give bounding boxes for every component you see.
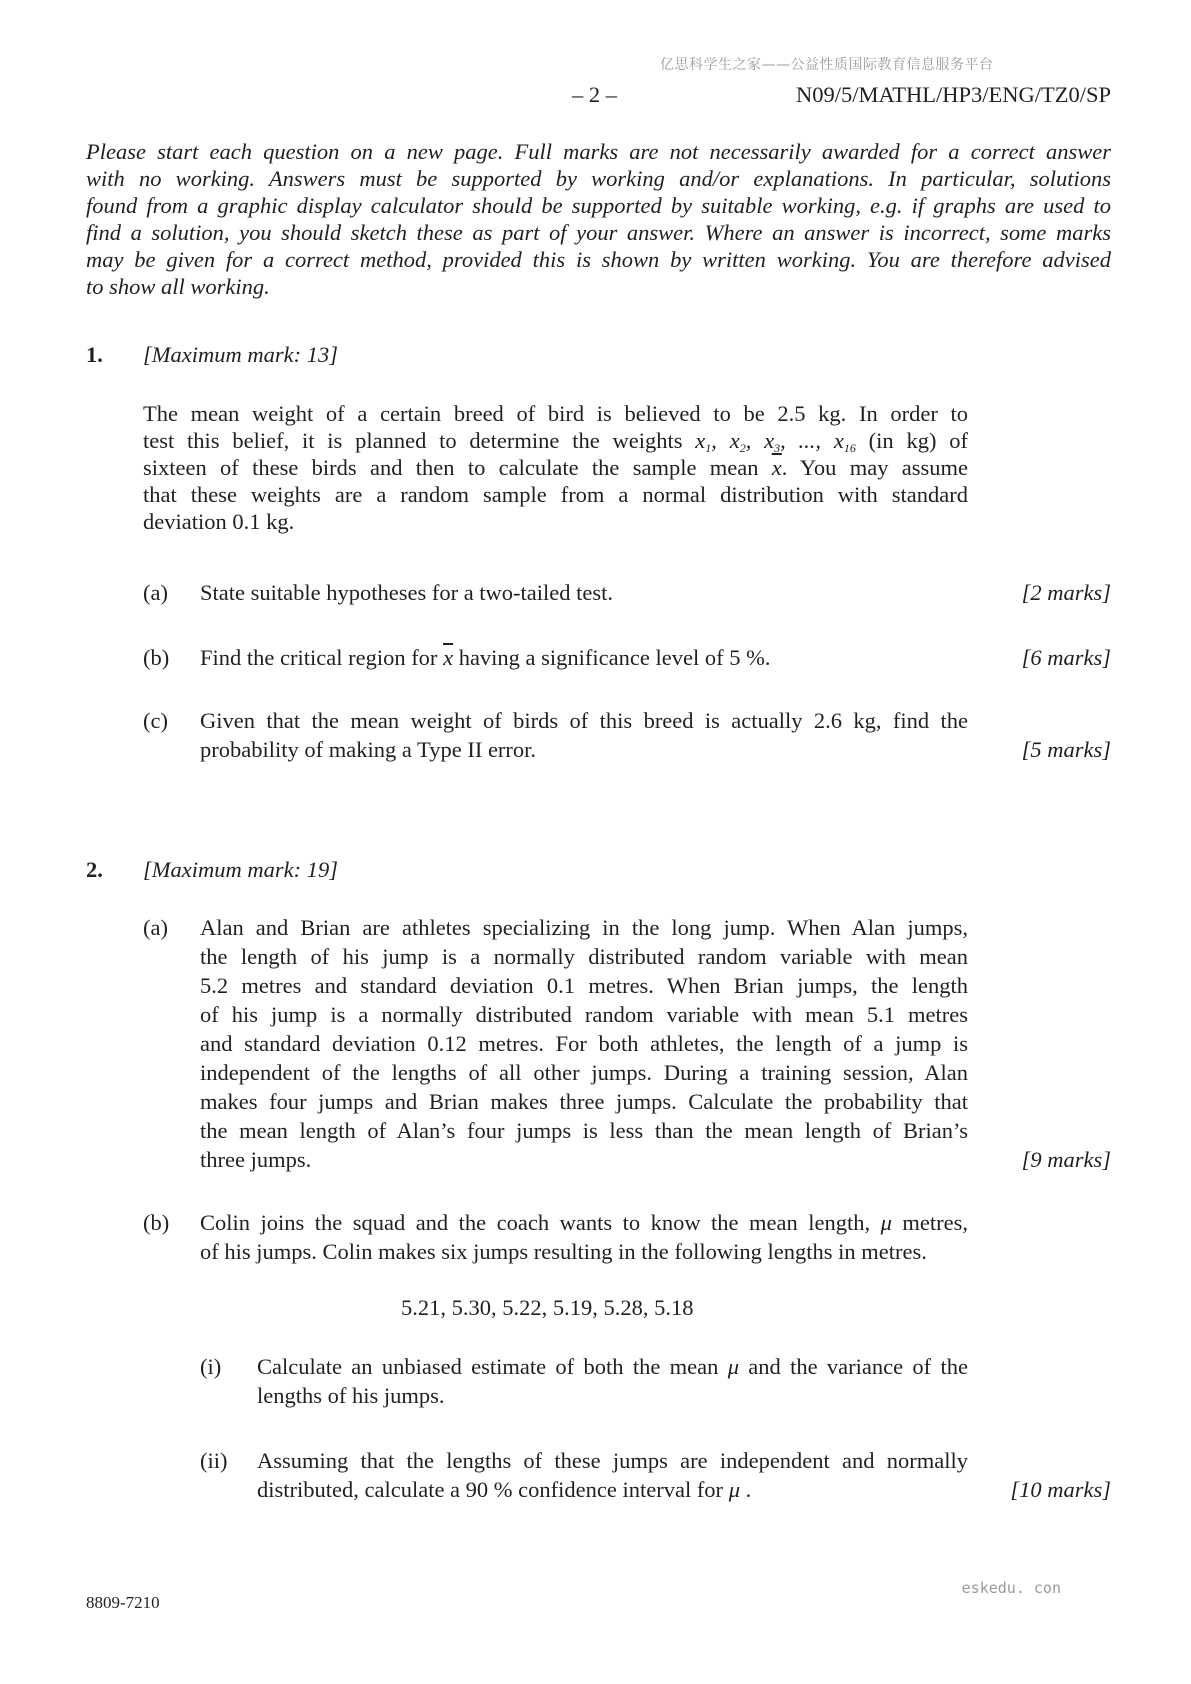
footer-document-code: 8809-7210 [86, 1593, 160, 1612]
q2-part-a-marks: [9 marks] [1021, 1147, 1111, 1172]
q2-part-b-ii-line: Assuming that the lengths of these jumps are independent and normally [257, 1448, 968, 1473]
mu-symbol: μ [728, 1477, 740, 1502]
q2-part-b-ii-text-end: . [739, 1477, 752, 1502]
q1-stem-line: that these weights are a random sample from a normal distribution with standard [143, 482, 968, 507]
q2-part-a-line: makes four jumps and Brian makes three jumps. Calculate the probability that [200, 1089, 968, 1114]
q1-part-a-text: State suitable hypotheses for a two-tailed test. [200, 580, 614, 605]
q2-part-b-i-text-end: and the variance of the [738, 1354, 968, 1379]
q2-part-b-text-end: metres, [891, 1210, 968, 1235]
question-1-number: 1. [86, 342, 103, 367]
sample-variables: $x_1$, $x_2$, $x_3$, ..., $x_{16}$ [695, 428, 856, 455]
q2-part-a-line: the length of his jump is a normally distributed random variable with mean [200, 944, 968, 969]
q2-part-b-ii-label: (ii) [200, 1448, 228, 1473]
q1-part-a-label: (a) [143, 580, 168, 605]
q2-part-b-text-start: Colin joins the squad and the coach wants to know the mean length, [200, 1210, 881, 1235]
q1-stem-text: test this belief, it is planned to determine the weights [143, 428, 696, 453]
q2-part-a-label: (a) [143, 915, 168, 940]
q1-part-b-marks: [6 marks] [1021, 645, 1111, 670]
q2-part-b-ii-text-start: distributed, calculate a 90 % confidence interval for [257, 1477, 729, 1502]
q1-stem-text: (in kg) of [855, 428, 968, 453]
q1-part-b-text-end: having a significance level of 5 %. [453, 645, 771, 670]
mu-symbol: μ [880, 1210, 892, 1235]
q2-part-a-line: three jumps. [200, 1147, 312, 1172]
sample-mean-symbol: $\overline{x}$ [443, 645, 454, 670]
q2-part-a-line: Alan and Brian are athletes specializing in the long jump. When Alan jumps, [200, 915, 968, 940]
instructions-line: find a solution, you should sketch these as part of your answer. Where an answer is incorrect, some marks [86, 220, 1111, 245]
q2-part-b-i-line-mu [257, 1352, 968, 1381]
q1-part-b-text-start: Find the critical region for [200, 645, 444, 670]
instructions-line: may be given for a correct method, provided this is shown by written working. You are therefore advised [86, 247, 1111, 272]
instructions-line: to show all working. [86, 274, 270, 299]
q2-part-b-line: of his jumps. Colin makes six jumps resulting in the following lengths in metres. [200, 1239, 927, 1264]
q1-part-b-text [200, 643, 770, 672]
q1-stem-line-mean [143, 453, 968, 482]
q1-stem-text: . You may assume [781, 455, 969, 480]
header-watermark: 亿思科学生之家——公益性质国际教育信息服务平台 [660, 57, 994, 73]
document-code: N09/5/MATHL/HP3/ENG/TZ0/SP [795, 82, 1111, 107]
instructions-line: with no working. Answers must be supported by working and/or explanations. In particular, solutions [86, 166, 1111, 191]
q2-part-a-line: independent of the lengths of all other jumps. During a training session, Alan [200, 1060, 968, 1085]
q1-stem-line-weights [143, 426, 968, 455]
q1-part-c-marks: [5 marks] [1021, 737, 1111, 762]
q1-stem-text: sixteen of these birds and then to calculate the sample mean [143, 455, 772, 480]
q2-part-a-line: 5.2 metres and standard deviation 0.1 metres. When Brian jumps, the length [200, 973, 968, 998]
q1-part-c-label: (c) [143, 708, 168, 733]
q1-stem-line: The mean weight of a certain breed of bird is believed to be 2.5 kg. In order to [143, 401, 968, 426]
instructions-line: found from a graphic display calculator should be supported by suitable working, e.g. if graphs are used to [86, 193, 1111, 218]
q2-part-a-line: and standard deviation 0.12 metres. For both athletes, the length of a jump is [200, 1031, 968, 1056]
page-number: – 2 – [572, 82, 617, 107]
q2-part-b-i-line: lengths of his jumps. [257, 1383, 445, 1408]
mu-symbol: μ [727, 1354, 739, 1379]
q2-part-b-i-text-start: Calculate an unbiased estimate of both the mean [257, 1354, 728, 1379]
question-2-max-mark: [Maximum mark: 19] [143, 857, 338, 882]
question-1-max-mark: [Maximum mark: 13] [143, 342, 338, 367]
jump-lengths-data: 5.21, 5.30, 5.22, 5.19, 5.28, 5.18 [401, 1295, 694, 1320]
q2-part-b-i-label: (i) [200, 1354, 222, 1379]
q2-part-b-marks: [10 marks] [1010, 1477, 1111, 1502]
footer-watermark: eskedu. con [961, 1579, 1061, 1597]
instructions-line: Please start each question on a new page. Full marks are not necessarily awarded for a correct answer [86, 139, 1111, 164]
q1-part-a-marks: [2 marks] [1021, 580, 1111, 605]
q1-part-c-line: probability of making a Type II error. [200, 737, 537, 762]
q2-part-b-line-mu [200, 1208, 968, 1237]
sample-mean-symbol: $\overline{x}$ [771, 455, 782, 480]
q2-part-b-label: (b) [143, 1210, 170, 1235]
q1-part-b-label: (b) [143, 645, 170, 670]
q1-stem-line: deviation 0.1 kg. [143, 509, 295, 534]
question-2-number: 2. [86, 857, 103, 882]
q1-part-c-line: Given that the mean weight of birds of this breed is actually 2.6 kg, find the [200, 708, 968, 733]
q2-part-b-ii-line-mu [257, 1475, 968, 1504]
q2-part-a-line: the mean length of Alan’s four jumps is less than the mean length of Brian’s [200, 1118, 968, 1143]
q2-part-a-line: of his jump is a normally distributed random variable with mean 5.1 metres [200, 1002, 968, 1027]
